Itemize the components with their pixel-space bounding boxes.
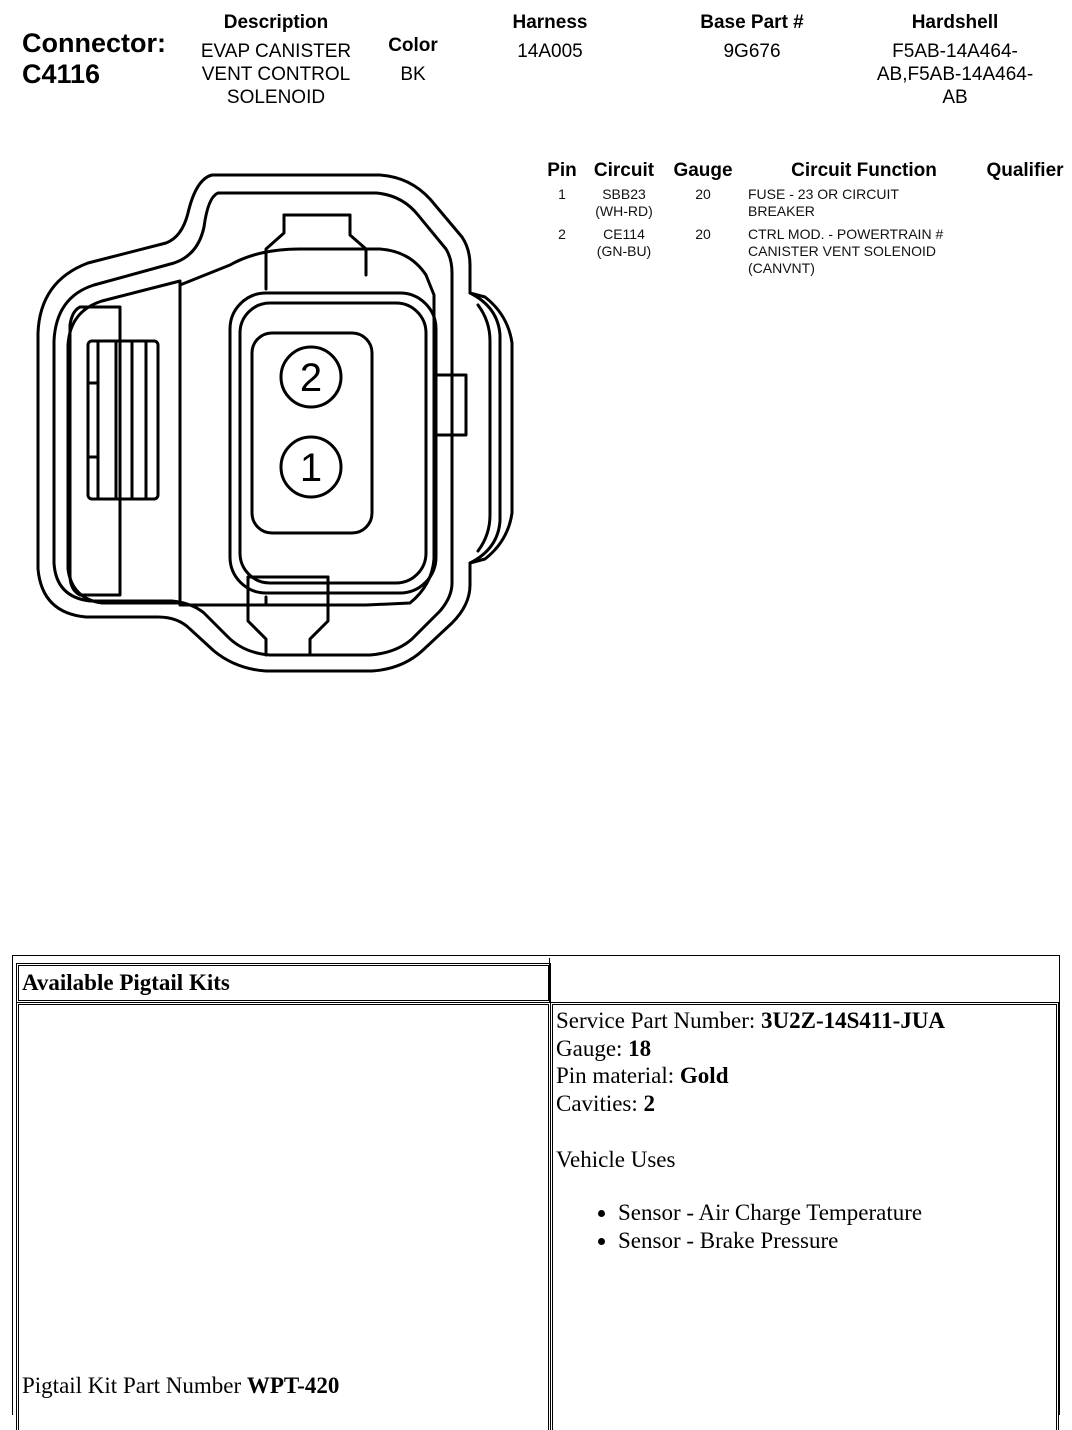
pin-material xyxy=(556,1062,729,1090)
description-line: SOLENOID xyxy=(226,87,326,108)
hardshell-line: F5AB-14A464- xyxy=(892,41,1018,62)
base-part-label: Base Part # xyxy=(700,12,804,33)
kit-gauge xyxy=(556,1035,651,1063)
description-line: VENT CONTROL xyxy=(201,64,351,85)
vehicle-uses-list xyxy=(593,1199,922,1255)
harness-column xyxy=(490,12,610,63)
pigtail-kits-title: Available Pigtail Kits xyxy=(22,970,230,995)
header-pin: Pin xyxy=(547,160,577,181)
side-latch-inner xyxy=(478,305,490,551)
wire-color: (WH-RD) xyxy=(595,203,653,219)
header-gauge: Gauge xyxy=(673,160,733,181)
list-item: • Sensor - Brake Pressure xyxy=(618,1227,922,1255)
function-cell xyxy=(742,226,980,283)
pin-number: 1 xyxy=(558,186,566,202)
description-line: EVAP CANISTER xyxy=(200,41,352,62)
pigtail-kits-header xyxy=(18,965,549,1001)
harness-value: 14A005 xyxy=(517,41,583,62)
pigtail-kit-image-cell xyxy=(18,1004,549,1430)
circuit-cell xyxy=(584,186,664,226)
connector-id: C4116 xyxy=(22,59,101,89)
header-circuit: Circuit xyxy=(593,160,655,181)
circuit-cell xyxy=(584,226,664,283)
pin-table xyxy=(540,160,1070,283)
circuit-id: SBB23 xyxy=(602,186,646,202)
hardshell-label: Hardshell xyxy=(911,12,999,33)
wire-color: (GN-BU) xyxy=(596,243,652,259)
function-line: (CANVNT) xyxy=(748,260,815,276)
hardshell-line: AB,F5AB-14A464- xyxy=(876,64,1034,85)
table-row xyxy=(540,186,1070,226)
base-part-column xyxy=(682,12,822,63)
description-column xyxy=(187,12,365,109)
vehicle-uses-label: Vehicle Uses xyxy=(556,1147,676,1172)
key-tab-bottom xyxy=(248,577,328,655)
header-circuit-function: Circuit Function xyxy=(791,160,937,181)
pin-cavity-middle xyxy=(240,303,426,583)
harness-label: Harness xyxy=(512,12,588,33)
latch-ribs xyxy=(98,341,146,499)
circuit-id: CE114 xyxy=(603,226,645,242)
pin-table-header xyxy=(540,160,1070,186)
function-line: CANISTER VENT SOLENOID xyxy=(748,243,937,259)
cavities-value: 2 xyxy=(643,1091,656,1116)
pigtail-kit-label: Pigtail Kit Part Number xyxy=(22,1373,247,1398)
kit-gauge-value: 18 xyxy=(628,1036,652,1061)
pigtail-kits-header-blank xyxy=(549,958,1059,1003)
cavities-label: Cavities: xyxy=(556,1091,644,1116)
gauge-cell: 20 xyxy=(695,186,711,202)
header-qualifier: Qualifier xyxy=(986,160,1064,181)
color-label: Color xyxy=(388,35,438,56)
side-latch xyxy=(470,293,500,563)
kit-gauge-label: Gauge: xyxy=(556,1036,629,1061)
function-line: BREAKER xyxy=(748,203,815,219)
color-value: BK xyxy=(400,64,426,85)
service-part-value: 3U2Z-14S411-JUA xyxy=(761,1008,946,1033)
function-cell xyxy=(742,186,980,226)
qualifier-cell xyxy=(980,226,1070,283)
pin-label: 1 xyxy=(299,446,323,490)
hardshell-column xyxy=(860,12,1050,109)
qualifier-cell xyxy=(980,186,1070,226)
service-part-number xyxy=(556,1007,945,1035)
pin-label: 2 xyxy=(299,356,323,400)
color-column xyxy=(378,35,448,86)
pigtail-kit-part-number xyxy=(22,1373,339,1399)
pigtail-kit-details-cell xyxy=(552,1004,1057,1430)
connector-label: Connector: xyxy=(22,28,166,58)
connector-face-diagram xyxy=(30,165,530,675)
inner-rim-2 xyxy=(68,281,180,603)
connector-title xyxy=(22,28,166,90)
key-tab-top xyxy=(266,215,366,289)
pin-material-label: Pin material: xyxy=(556,1063,680,1088)
gauge-cell: 20 xyxy=(695,226,711,242)
latch-tab xyxy=(70,307,120,595)
table-row xyxy=(540,226,1070,283)
service-part-label: Service Part Number: xyxy=(556,1008,762,1033)
pin-material-value: Gold xyxy=(679,1063,729,1088)
pin-number: 2 xyxy=(558,226,566,242)
description-label: Description xyxy=(223,12,329,33)
function-line: CTRL MOD. - POWERTRAIN # xyxy=(748,226,944,242)
hardshell-line: AB xyxy=(942,87,968,108)
cavities xyxy=(556,1090,655,1118)
base-part-value: 9G676 xyxy=(723,41,781,62)
list-item: • Sensor - Air Charge Temperature xyxy=(618,1199,922,1227)
function-line: FUSE - 23 OR CIRCUIT xyxy=(748,186,899,202)
side-tab xyxy=(434,375,466,435)
pigtail-kit-value: WPT-420 xyxy=(246,1373,340,1398)
